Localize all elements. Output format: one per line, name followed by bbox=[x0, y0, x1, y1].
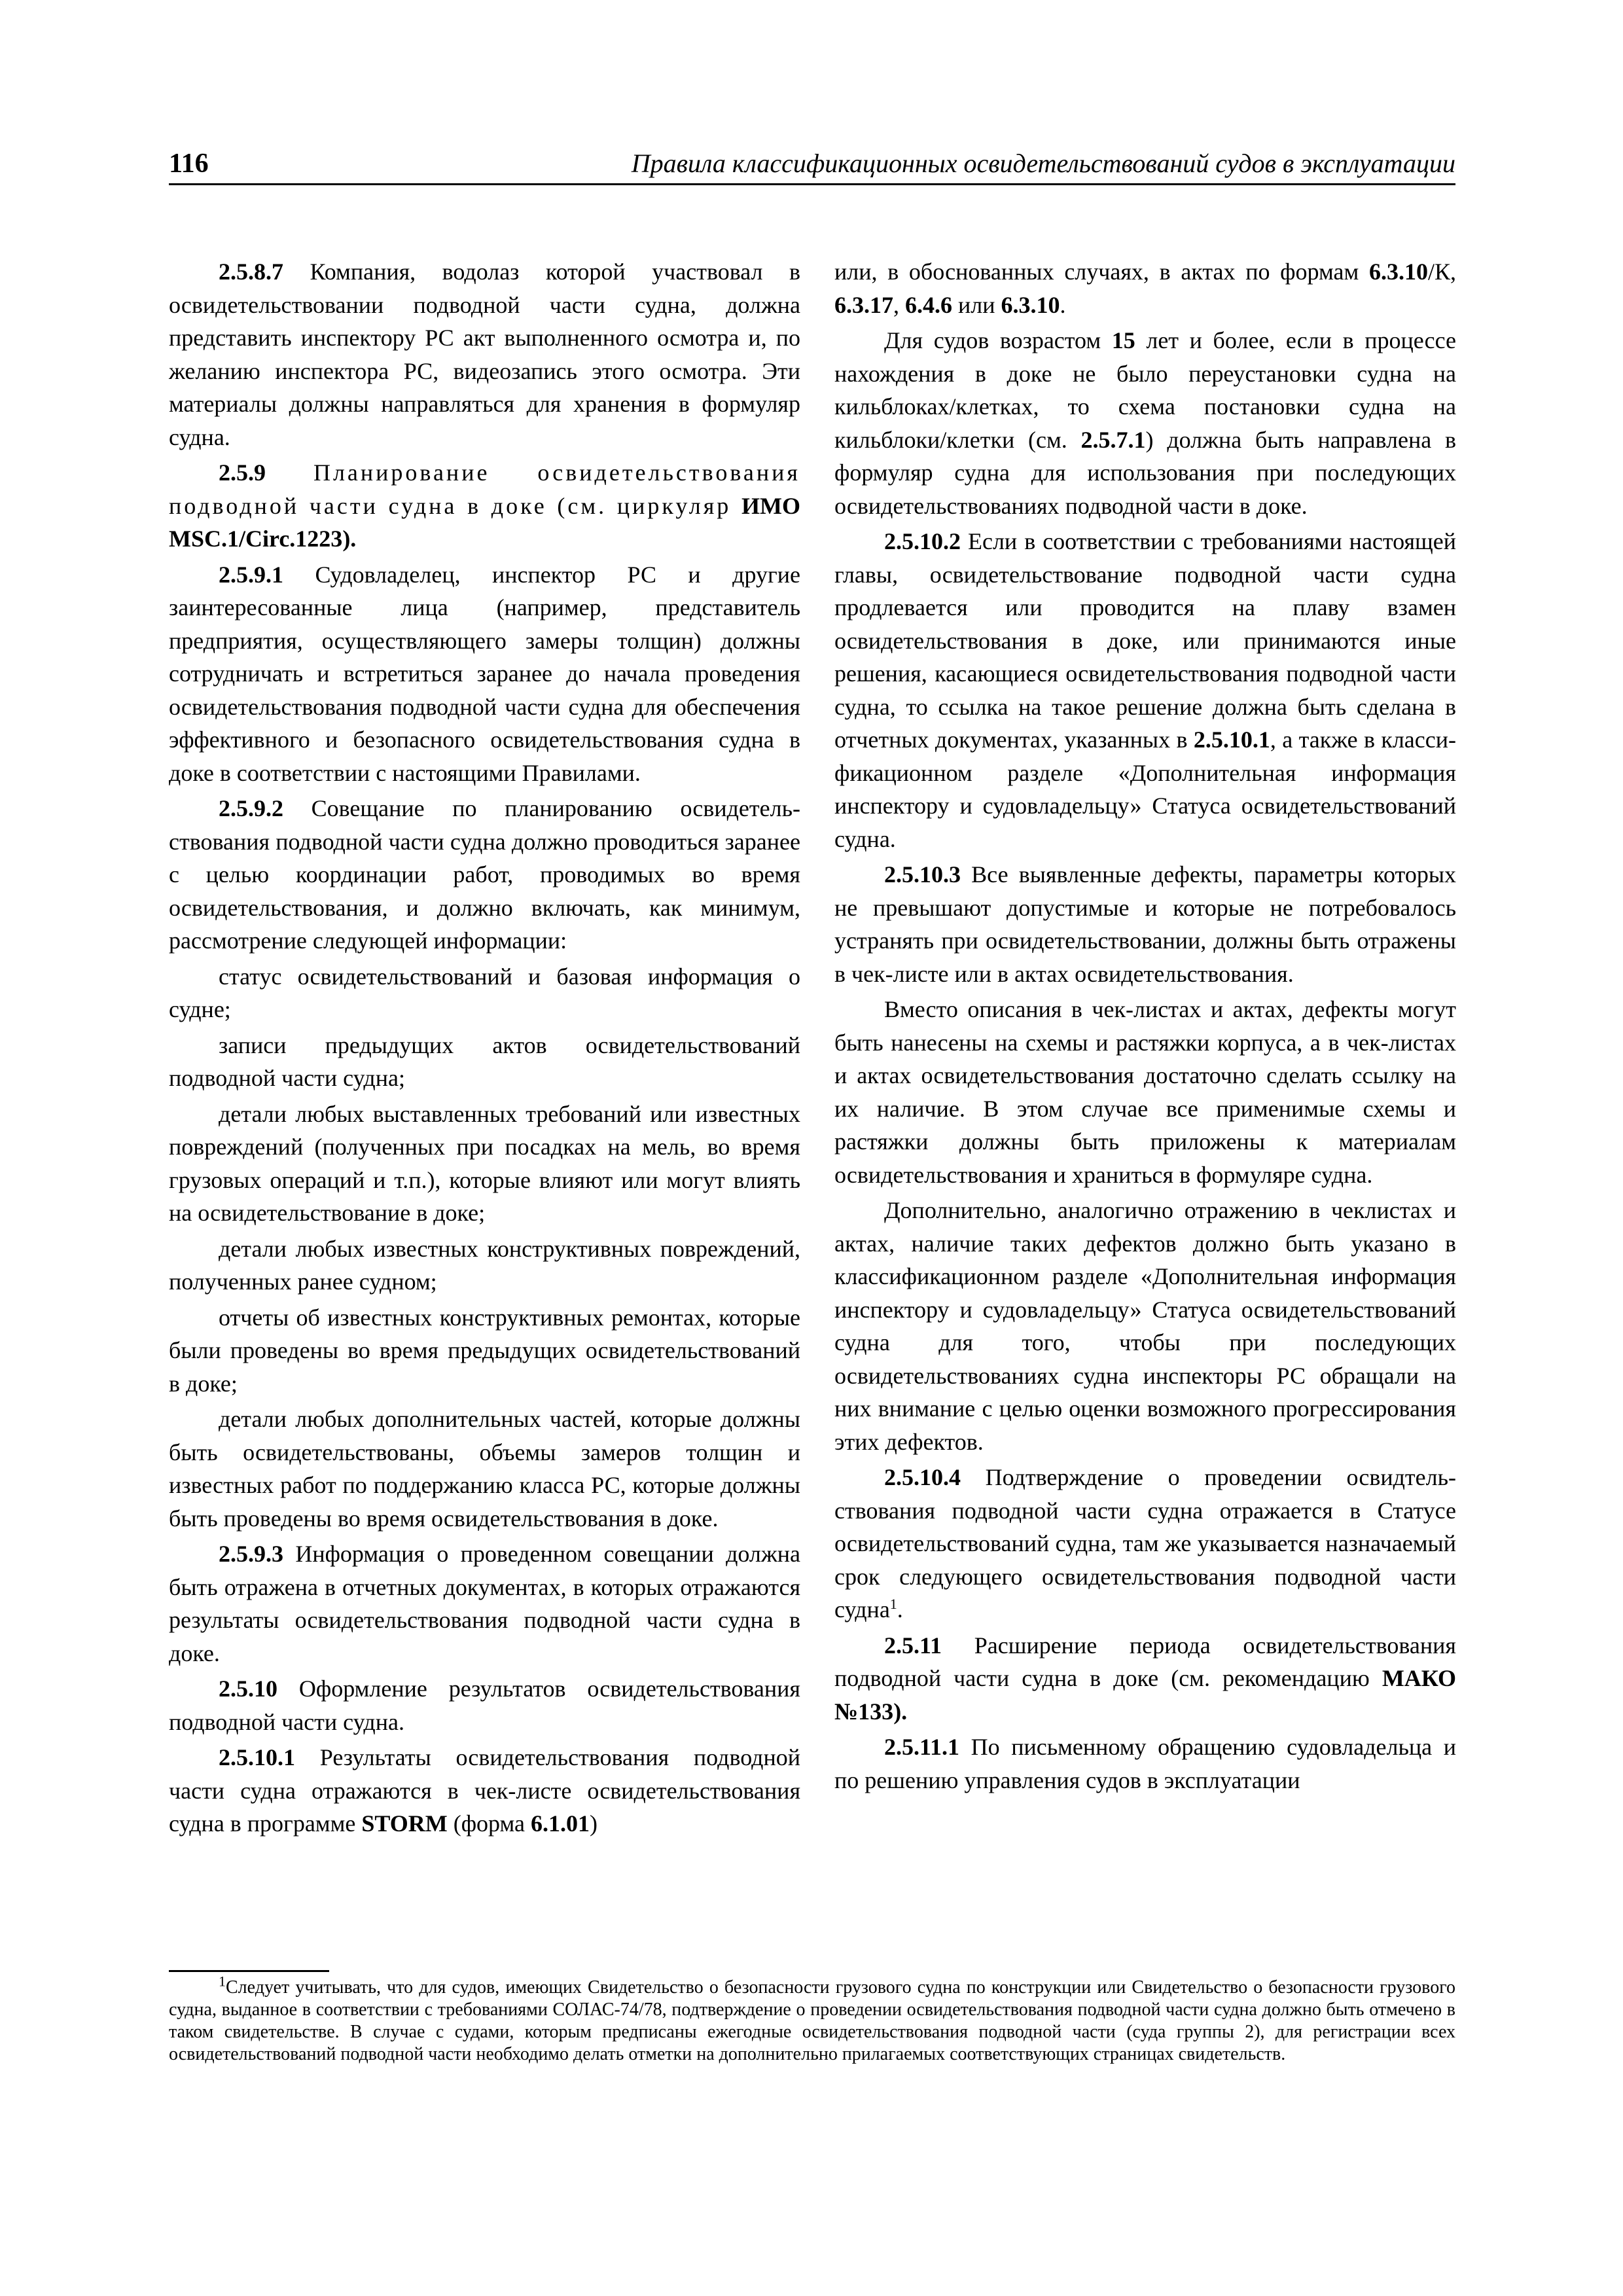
punctuation: ). bbox=[893, 1698, 908, 1725]
paragraph-text: или, в обоснованных случаях, в актах по формам bbox=[834, 259, 1369, 285]
section-number: 2.5.8.7 bbox=[219, 259, 283, 285]
section-number: 2.5.9.2 bbox=[219, 795, 283, 821]
footnote-mark: 1 bbox=[219, 1973, 226, 1990]
paragraph-text: Судовладелец, инспектор РС и другие заинтересованные лица (например, представитель предприятия, осуществляющего замеры толщин) должны сотрудничать и встретиться заранее до начала проведения освидетельствования подводной части судна для обеспечения эффективного и безопасного освидетельствования судна в доке в соответствии с настоящими Правилами. bbox=[169, 561, 800, 786]
paragraph-text: или bbox=[952, 291, 1001, 318]
age-value: 15 bbox=[1111, 327, 1135, 353]
list-item: детали любых дополнительных частей, которые должны быть освидетельствованы, объемы замеров толщин и известных работ по поддержанию класса РС, которые должны быть проведены во время освидетельствования в доке. bbox=[169, 1406, 800, 1532]
paragraph-text: , а также в классификационном разделе «Дополнительная информация инспектору и судовладельцу» Статуса освидетельствований судна. bbox=[834, 726, 1456, 852]
paragraph-2-5-11-1 bbox=[834, 1731, 1456, 1797]
section-heading-2-5-11 bbox=[834, 1629, 1456, 1729]
paragraph-2-5-10-4 bbox=[834, 1461, 1456, 1626]
paragraph-text: лет и более, если в процессе нахождения в доке не было переустановки судна на кильблоках/клетках, то схема постановки судна на кильблоки/клетки (см. bbox=[834, 327, 1456, 453]
paragraph-2-5-8-7 bbox=[169, 255, 800, 454]
section-number: 2.5.9 bbox=[219, 459, 266, 486]
section-number: 2.5.11 bbox=[884, 1632, 942, 1659]
list-item: детали любых выставленных требований или известных повреждений (полученных при посадках на мель, во время грузовых операций и т.п.), которые влияют или могут влиять на освидетельствование в доке; bbox=[169, 1100, 800, 1226]
section-number: 2.5.10.4 bbox=[884, 1464, 961, 1490]
paragraph-2-5-9-1 bbox=[169, 558, 800, 790]
paragraph-2-5-10-1 bbox=[169, 1741, 800, 1840]
page-header bbox=[169, 145, 1455, 185]
program-name: STORM bbox=[361, 1810, 448, 1837]
section-number: 2.5.9.3 bbox=[219, 1541, 283, 1567]
section-heading-2-5-10 bbox=[169, 1672, 800, 1738]
cross-reference: 2.5.7.1 bbox=[1080, 426, 1146, 453]
paragraph-2-5-9-3 bbox=[169, 1537, 800, 1670]
paragraph-defects-status: Дополнительно, аналогично отражению в чеклистах и актах, наличие таких дефектов должно быть указано в классификационном разделе «Дополнительная информация инспектору и судовладельцу» Статуса освидетельствований судна для того, чтобы при последующих освидетельствованиях судна инспекторы РС обращали на них внимание с целью оценки возможного прогрессирования этих дефектов. bbox=[834, 1197, 1456, 1455]
heading-text: Планирование освидетельствования подводной части судна в доке (см. циркуляр bbox=[169, 459, 800, 519]
section-number: 2.5.10 bbox=[219, 1676, 277, 1702]
reference: ИМО MSC.1/Circ.1223 bbox=[169, 492, 800, 552]
paragraph-text: Компания, водолаз которой участвовал в освидетельствовании подводной части судна, должна представить инспектору РС акт выполненного осмотра и, по желанию инспектора РС, видеозапись этого осмотра. Эти материалы должны направляться для хранения в формуляр судна. bbox=[169, 259, 800, 450]
paragraph-continuation bbox=[834, 255, 1456, 321]
paragraph-text: Для судов возрастом bbox=[884, 327, 1112, 353]
form-number: 6.3.17 bbox=[834, 291, 893, 318]
paragraph-text: По письменному обращению судовладельца и по решению управления судов в эксплуатации bbox=[834, 1734, 1456, 1793]
paragraph-2-5-10-2 bbox=[834, 525, 1456, 855]
paragraph-text: (форма bbox=[447, 1810, 531, 1837]
form-number: 6.1.01 bbox=[531, 1810, 590, 1837]
heading-text: Расширение периода освидетельствования подводной части судна в доке (см. рекомендацию bbox=[834, 1632, 1456, 1691]
punctuation: , bbox=[893, 291, 905, 318]
punctuation: ). bbox=[342, 526, 357, 552]
paragraph-text: /К, bbox=[1427, 259, 1456, 285]
list-item: отчеты об известных конструктивных ремонтах, которые были проведены во время предыдущих освидетельствований в доке; bbox=[169, 1304, 800, 1397]
section-number: 2.5.11.1 bbox=[884, 1734, 960, 1760]
section-heading-2-5-9 bbox=[169, 456, 800, 556]
list-item: записи предыдущих актов освидетельствований подводной части судна; bbox=[169, 1031, 800, 1091]
footnote-rule bbox=[169, 1970, 329, 1972]
paragraph-text: Подтверждение о проведении освидтельствования подводной части судна отражается в Статусе освидетельствований судна, там же указывается назначаемый срок следующего освидетельствования подводной части судна bbox=[834, 1464, 1456, 1623]
paragraph-defects-schemes: Вместо описания в чек-листах и актах, дефекты могут быть нанесены на схемы и растяжки корпуса, а в чек-листах и актах освидетельствования достаточно сделать ссылку на их наличие. В этом случае все применимые схемы и растяжки должны быть приложены к материалам освидетельствования и храниться в формуляре судна. bbox=[834, 996, 1456, 1188]
section-number: 2.5.10.3 bbox=[884, 861, 961, 888]
cross-reference: 2.5.10.1 bbox=[1193, 726, 1270, 753]
paragraph-2-5-10-3 bbox=[834, 858, 1456, 990]
footnote-text: Следует учитывать, что для судов, имеющих Свидетельство о безопасности грузового судна по конструкции или Свидетельство о безопасности грузового судна, выданное в соответствии с требованиями СОЛАС-74/78, подтверждение о проведении освидетельствования подводной части судна должно быть отмечено в таком свидетельстве. В случае с судами, которым предписаны ежегодные освидетельствования подводной части (суда группы 2), для регистрации всех освидетельствований подводной части необходимо делать отметки на дополнительно прилагаемых соответствующих страницах свидетельств. bbox=[169, 1977, 1455, 2064]
list-item: детали любых известных конструктивных повреждений, полученных ранее судном; bbox=[169, 1235, 800, 1295]
header-rule bbox=[169, 183, 1455, 185]
paragraph-text: Все выявленные дефекты, параметры которых не превышают допустимые и которые не потребовалось устранять при освидетельствовании, должны быть отражены в чек-листе или в актах освидетельствования. bbox=[834, 861, 1456, 987]
heading-text: Оформление результатов освидетельствования подводной части судна. bbox=[169, 1676, 800, 1735]
reference: МАКО №133 bbox=[834, 1665, 1456, 1725]
paragraph-text: ) должна быть направлена в формуляр судна для использования при последующих освидетельствованиях подводной части в доке. bbox=[834, 426, 1457, 519]
form-number: 6.3.10 bbox=[1001, 291, 1060, 318]
form-number: 6.3.10 bbox=[1368, 259, 1428, 285]
punctuation: ) bbox=[590, 1810, 598, 1837]
paragraph-text: Информация о проведенном совещании должна быть отражена в отчетных документах, в которых отражаются результаты освидетельствования подводной части судна в доке. bbox=[169, 1541, 800, 1666]
left-column bbox=[169, 255, 800, 1843]
paragraph-text: Совещание по планированию освидетельствования подводной части судна должно проводиться заранее с целью координации работ, проводимых во время освидетельствования, и должно включать, как минимум, рассмотрение следующей информации: bbox=[169, 795, 800, 954]
section-number: 2.5.9.1 bbox=[219, 561, 283, 588]
section-number: 2.5.10.1 bbox=[219, 1744, 295, 1770]
section-number: 2.5.10.2 bbox=[884, 528, 961, 554]
paragraph-age bbox=[834, 324, 1456, 522]
list-item: статус освидетельствований и базовая информация о судне; bbox=[169, 963, 800, 1022]
page-number: 116 bbox=[169, 149, 209, 179]
paragraph-text: Если в соответствии с требованиями настоящей главы, освидетельствование подводной части судна продлевается или проводится на плаву взамен освидетельствования в доке, или принимаются иные решения, касающиеся освидетельствования подводной части судна, то ссылка на такое решение должна быть сделана в отчетных документах, указанных в bbox=[834, 528, 1456, 753]
paragraph-text: Результаты освидетельствования подводной части судна отражаются в чек-листе освидетельствования судна в программе bbox=[169, 1744, 800, 1837]
punctuation: . bbox=[897, 1596, 903, 1623]
running-title: Правила классификационных освидетельствований судов в эксплуатации bbox=[631, 149, 1455, 178]
form-number: 6.4.6 bbox=[905, 291, 952, 318]
footnote-mark: 1 bbox=[889, 1596, 897, 1612]
footnote bbox=[169, 1973, 1455, 2066]
paragraph-2-5-9-2 bbox=[169, 792, 800, 958]
punctuation: . bbox=[1060, 291, 1066, 318]
right-column bbox=[834, 255, 1456, 1799]
